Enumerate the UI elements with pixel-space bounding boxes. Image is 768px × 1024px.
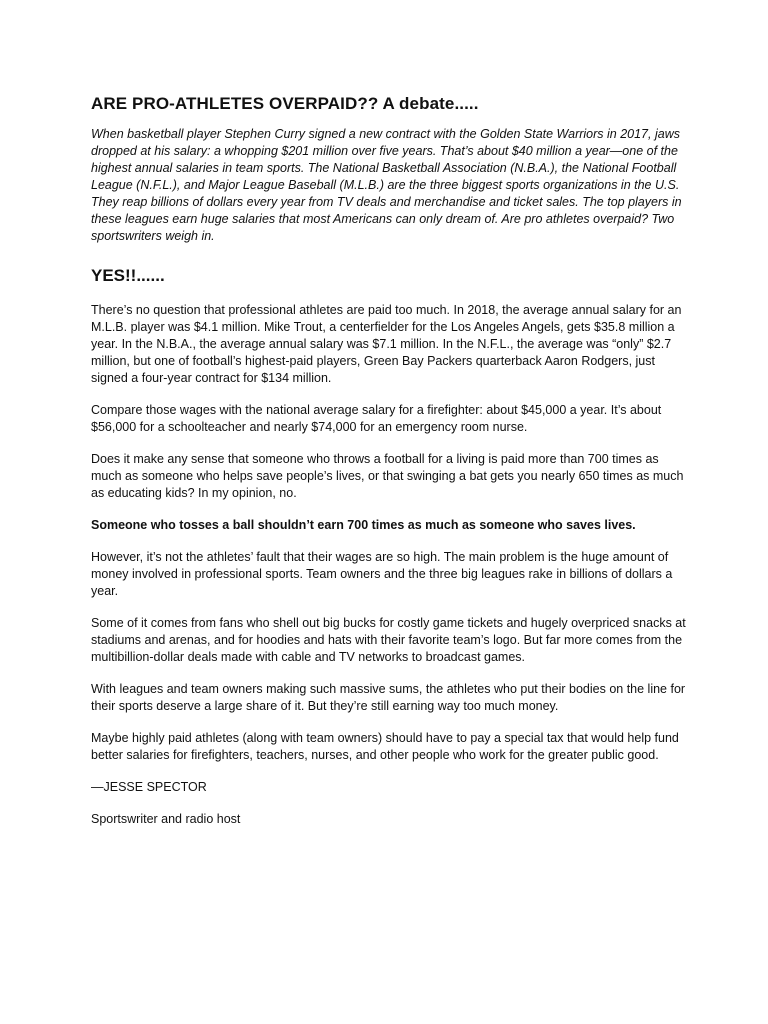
section-heading-yes: YES!!...... [91, 266, 165, 285]
body-paragraph: Compare those wages with the national average salary for a firefighter: about $45,000 a year. It’s about $56,000 for a schoolteacher and nearly $74,000 for an emergency room nurse. [91, 403, 662, 434]
article-intro: When basketball player Stephen Curry signed a new contract with the Golden State Warriors in 2017, jaws dropped at his salary: a whopping $201 million over five years. That’s about $40 million a year—one of the highest annual salaries in team sports. The National Basketball Association (N.B.A.), the National Football League (N.F.L.), and Major League Baseball (M.L.B.) are the three biggest sports organizations in the U.S. They reap billions of dollars every year from TV deals and merchandise and ticket sales. The top players in these leagues earn huge salaries that most Americans can only dream of. Are pro athletes overpaid? Two sportswriters weigh in. [91, 127, 682, 243]
article-body [91, 93, 691, 828]
body-paragraph: Does it make any sense that someone who throws a football for a living is paid more than 700 times as much as someone who helps save people’s lives, or that swinging a bat gets you nearly 650 times as much as educating kids? In my opinion, no. [91, 452, 684, 500]
article-title: ARE PRO-ATHLETES OVERPAID?? A debate..... [91, 94, 479, 113]
author-role: Sportswriter and radio host [91, 812, 241, 826]
body-paragraph: However, it’s not the athletes’ fault that their wages are so high. The main problem is the huge amount of money involved in professional sports. Team owners and the three big leagues rake in billions of dollars a year. [91, 550, 673, 598]
body-paragraph: Some of it comes from fans who shell out big bucks for costly game tickets and hugely overpriced snacks at stadiums and arenas, and for hoodies and hats with their favorite team’s logo. But far more comes from the multibillion-dollar deals made with cable and TV networks to broadcast games. [91, 616, 686, 664]
body-paragraph: With leagues and team owners making such massive sums, the athletes who put their bodies on the line for their sports deserve a large share of it. But they’re still earning way too much money. [91, 682, 686, 713]
body-paragraph: Maybe highly paid athletes (along with team owners) should have to pay a special tax that would help fund better salaries for firefighters, teachers, nurses, and other people who work for the greater public good. [91, 731, 679, 762]
pull-quote: Someone who tosses a ball shouldn’t earn 700 times as much as someone who saves lives. [91, 518, 636, 532]
author-byline: —JESSE SPECTOR [91, 780, 207, 794]
body-paragraph: There’s no question that professional athletes are paid too much. In 2018, the average annual salary for an M.L.B. player was $4.1 million. Mike Trout, a centerfielder for the Los Angeles Angels, gets $35.8 million a year. In the N.B.A., the average annual salary was $7.1 million. In the N.F.L., the average was “only” $2.7 million, but one of football’s highest-paid players, Green Bay Packers quarterback Aaron Rodgers, just signed a four-year contract for $134 million. [91, 303, 682, 385]
